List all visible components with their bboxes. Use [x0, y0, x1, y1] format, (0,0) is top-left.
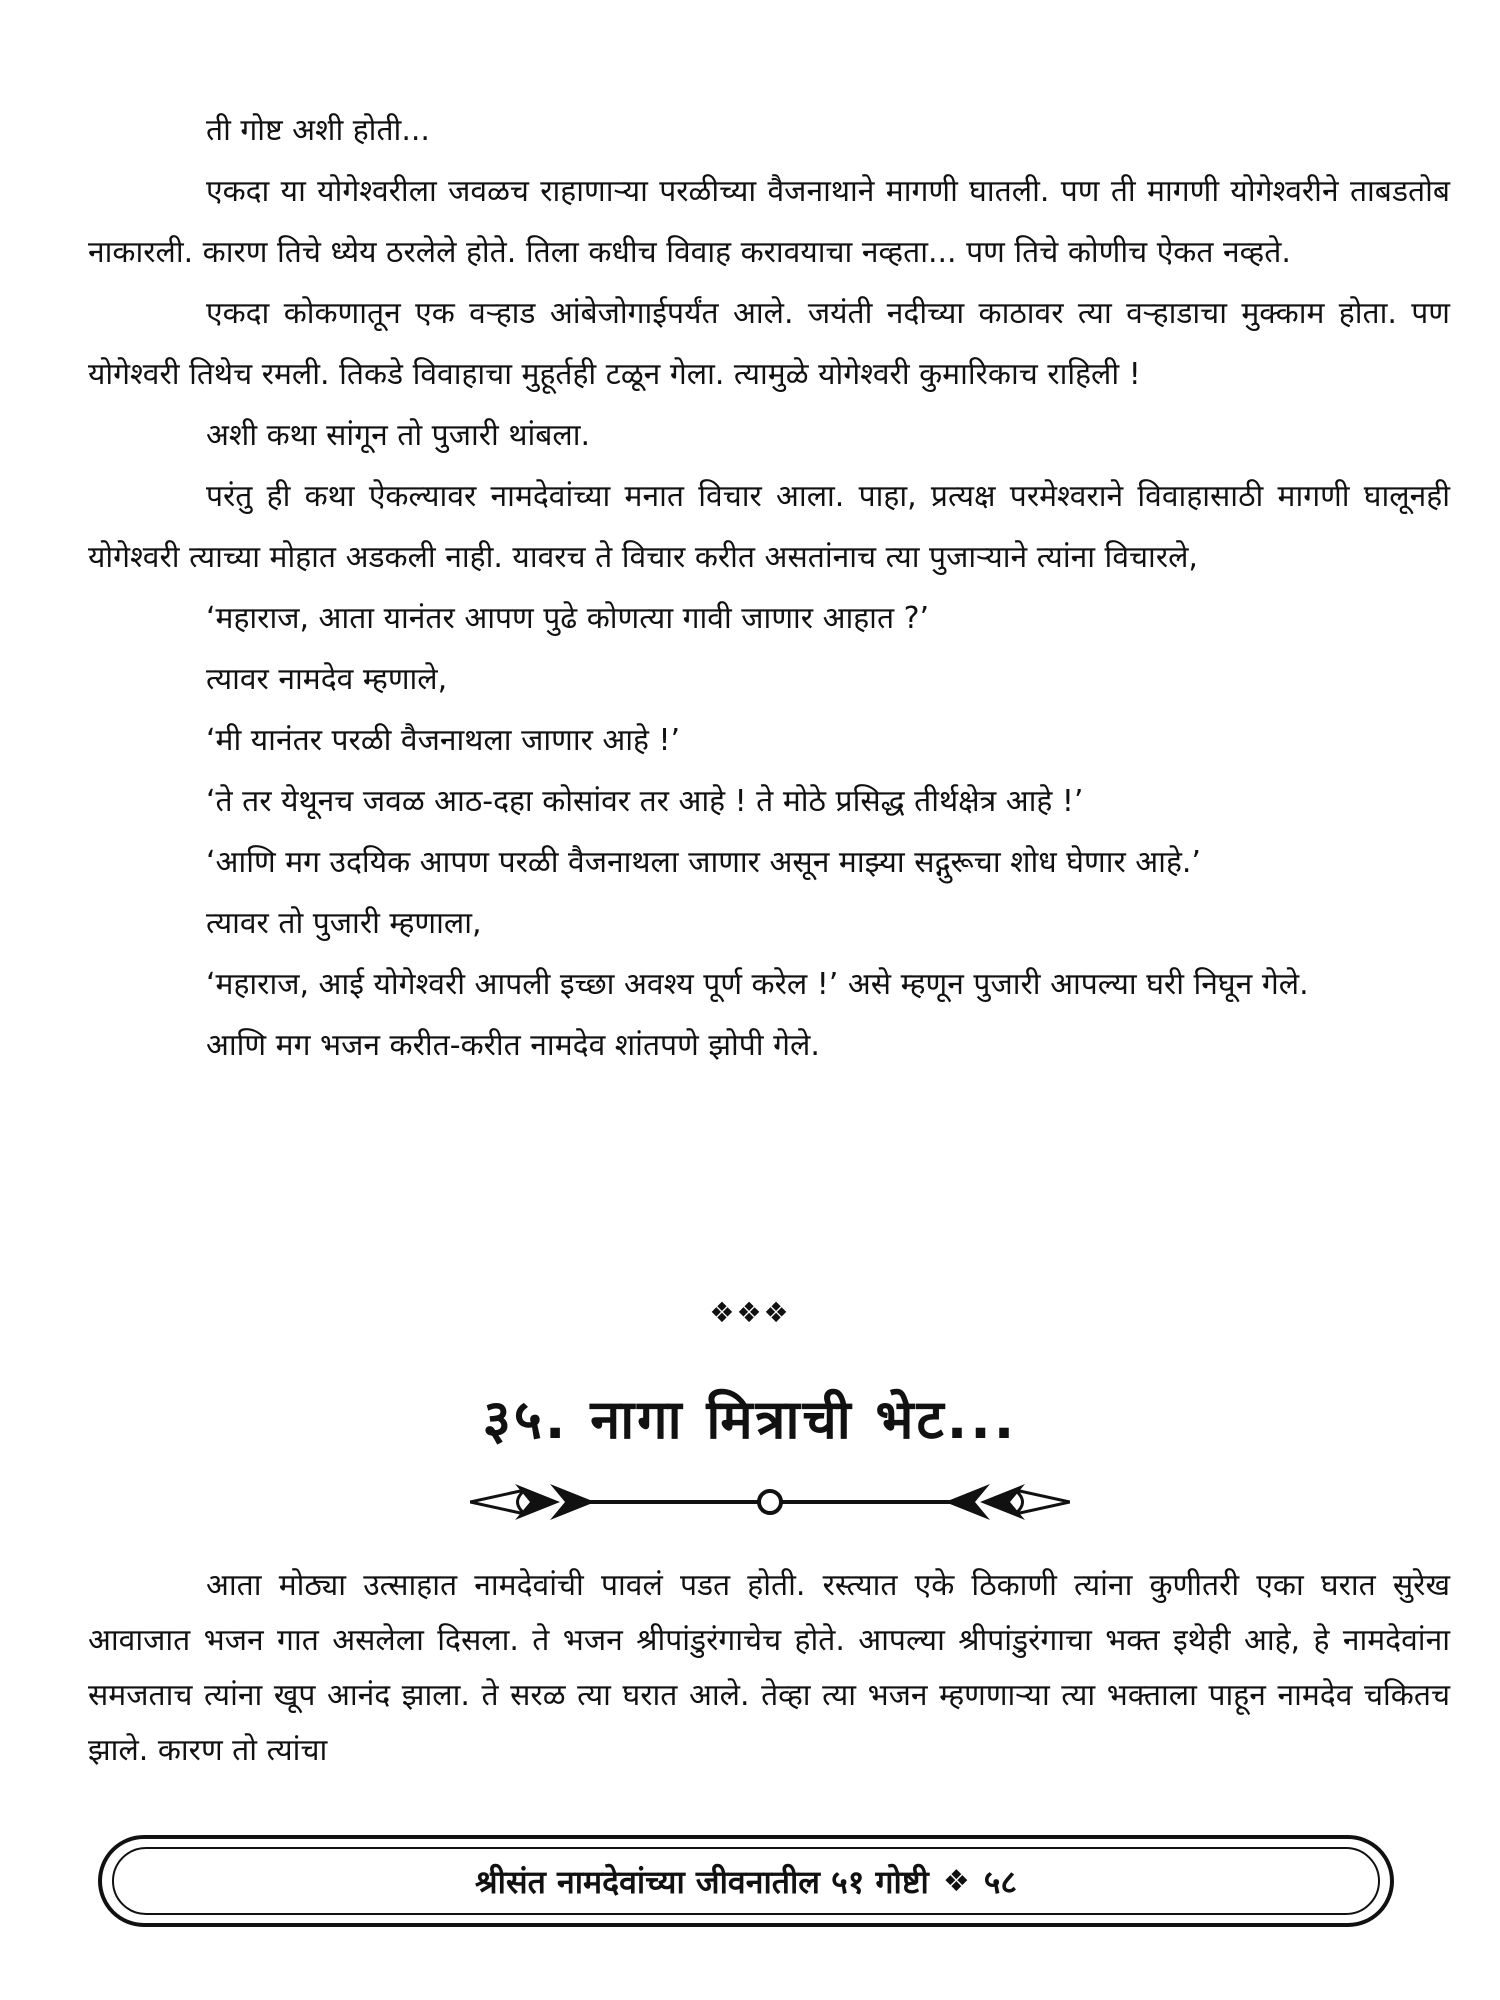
paragraph: त्यावर तो पुजारी म्हणाला,: [206, 906, 482, 941]
paragraph: ‘आणि मग उदयिक आपण परळी वैजनाथला जाणार असून माझ्या सद्गुरूचा शोध घेणार आहे.’: [206, 845, 1201, 880]
diamond-icon: ❖: [942, 1863, 970, 1899]
paragraph: परंतु ही कथा ऐकल्यावर नामदेवांच्या मनात विचार आला. पाहा, प्रत्यक्ष परमेश्वराने विवाहासाठी मागणी घालूनही योगेश्वरी त्याच्या मोहात अडकली नाही. यावरच ते विचार करीत असतांनाच त्या पुजाऱ्याने त्यांना विचारले,: [88, 479, 1450, 575]
chapter-title: ३५. नागा मित्राची भेट...: [482, 1388, 1018, 1451]
paragraph: ‘महाराज, आई योगेश्वरी आपली इच्छा अवश्य पूर्ण करेल !’ असे म्हणून पुजारी आपल्या घरी निघून गेले.: [206, 967, 1309, 1002]
paragraph: ‘मी यानंतर परळी वैजनाथला जाणार आहे !’: [206, 723, 681, 758]
paragraph: ती गोष्ट अशी होती...: [206, 113, 430, 148]
page-number: ५८: [983, 1862, 1017, 1901]
paragraph: आता मोठ्या उत्साहात नामदेवांची पावलं पडत होती. रस्त्यात एके ठिकाणी त्यांना कुणीतरी एका घरात सुरेख आवाजात भजन गात असलेला दिसला. ते भजन श्रीपांडुरंगाचेच होते. आपल्या श्रीपांडुरंगाचा भक्त इथेही आहे, हे नामदेवांना समजताच त्यांना खूप आनंद झाला. ते सरळ त्या घरात आले. तेव्हा त्या भजन म्हणणाऱ्या त्या भक्ताला पाहून नामदेव चकितच झाले. कारण तो त्यांचा: [88, 1568, 1450, 1768]
book-title: श्रीसंत नामदेवांच्या जीवनातील ५१ गोष्टी: [475, 1862, 929, 1901]
chapter-text: [88, 1558, 1450, 1778]
paragraph: अशी कथा सांगून तो पुजारी थांबला.: [206, 418, 591, 453]
paragraph: ‘ते तर येथूनच जवळ आठ-दहा कोसांवर तर आहे ! ते मोठे प्रसिद्ध तीर्थक्षेत्र आहे !’: [206, 784, 1084, 819]
arrow-ornament-icon: [470, 1462, 1070, 1542]
section-separator: ❖❖❖: [709, 1296, 791, 1329]
paragraph: त्यावर नामदेव म्हणाले,: [206, 662, 448, 697]
paragraph: एकदा या योगेश्वरीला जवळच राहाणाऱ्या परळीच्या वैजनाथाने मागणी घातली. पण ती मागणी योगेश्वरीने ताबडतोब नाकारली. कारण तिचे ध्येय ठरलेले होते. तिला कधीच विवाह करावयाचा नव्हता... पण तिचे कोणीच ऐकत नव्हते.: [88, 174, 1450, 270]
page-footer: [98, 1835, 1394, 1927]
paragraph: आणि मग भजन करीत-करीत नामदेव शांतपणे झोपी गेले.: [206, 1028, 820, 1063]
paragraph: ‘महाराज, आता यानंतर आपण पुढे कोणत्या गावी जाणार आहात ?’: [206, 601, 930, 636]
footer-frame: [112, 1847, 1380, 1915]
paragraph: एकदा कोकणातून एक वऱ्हाड आंबेजोगाईपर्यंत आले. जयंती नदीच्या काठावर त्या वऱ्हाडाचा मुक्काम होता. पण योगेश्वरी तिथेच रमली. तिकडे विवाहाचा मुहूर्तही टळून गेला. त्यामुळे योगेश्वरी कुमारिकाच राहिली !: [88, 296, 1450, 392]
story-text: [88, 100, 1450, 1076]
